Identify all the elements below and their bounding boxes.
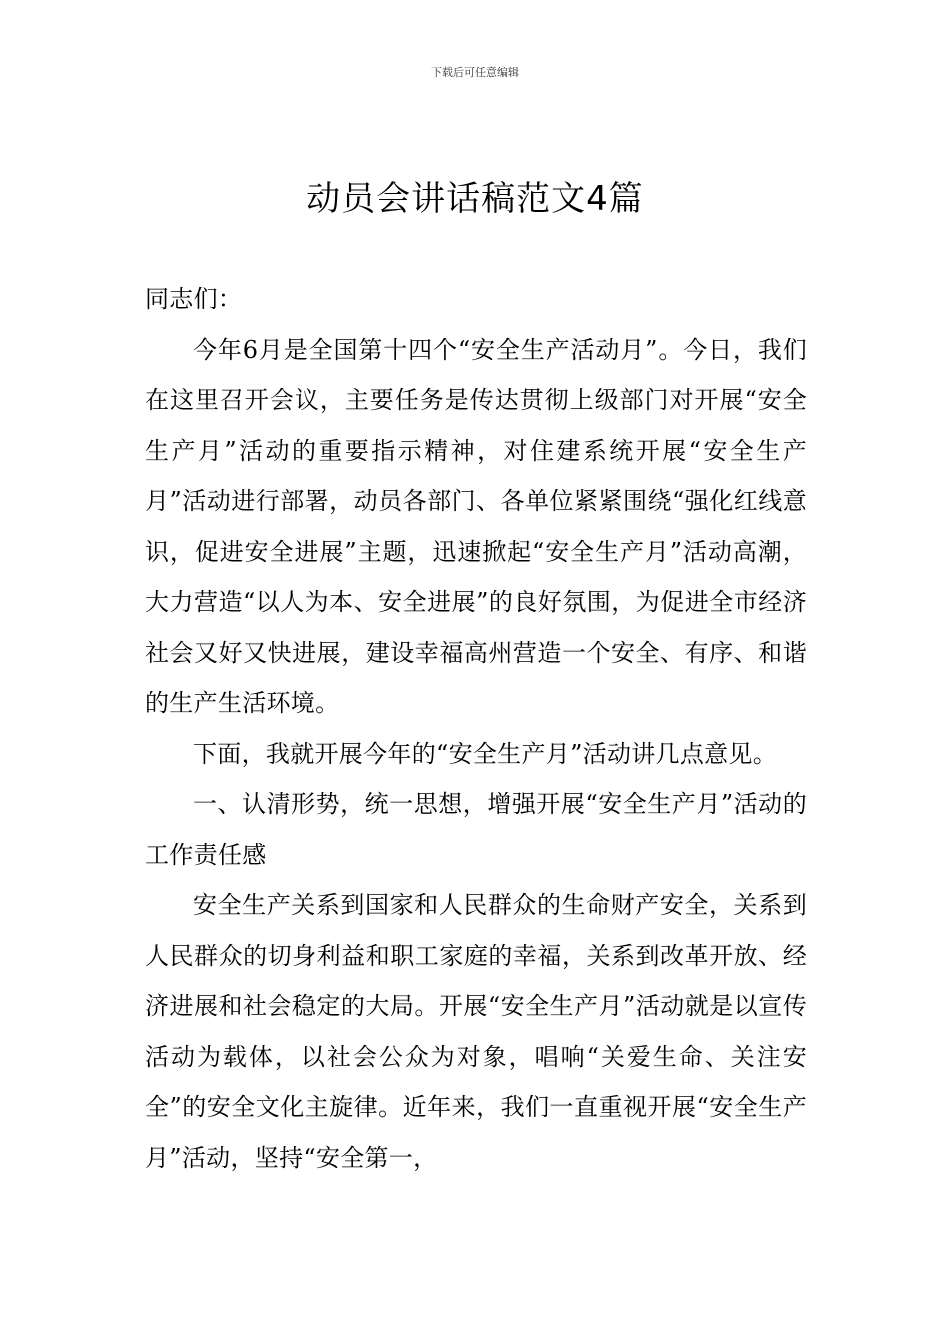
section-heading-1: 一、认清形势，统一思想，增强开展“安全生产月”活动的工作责任感 xyxy=(145,790,807,869)
paragraph-section-1: 安全生产关系到国家和人民群众的生命财产安全，关系到人民群众的切身利益和职工家庭的幸福，关系到改革开放、经济进展和社会稳定的大局。开展“安全生产月”活动就是以宣传活动为载体，以社会公众为对象，唱响“关爱生命、关注安全”的安全文化主旋律。近年来，我们一直重视开展“安全生产月”活动，坚持“安全第一， xyxy=(145,891,807,1172)
document-title: 动员会讲话稿范文4篇 xyxy=(306,179,644,219)
document-body xyxy=(145,274,807,1183)
paragraph-intro: 下面，我就开展今年的“安全生产月”活动讲几点意见。 xyxy=(193,739,778,768)
paragraph-opening: 今年6月是全国第十四个“安全生产活动月”。今日，我们在这里召开会议，主要任务是传达贯彻上级部门对开展“安全生产月”活动的重要指示精神，对住建系统开展“安全生产月”活动进行部署，动员各部门、各单位紧紧围绕“强化红线意识，促进安全进展”主题，迅速掀起“安全生产月”活动高潮，大力营造“以人为本、安全进展”的良好氛围，为促进全市经济社会又好又快进展，建设幸福高州营造一个安全、有序、和谐的生产生活环境。 xyxy=(145,335,807,717)
salutation: 同志们： xyxy=(145,285,243,313)
header-note: 下载后可任意编辑 xyxy=(431,66,519,79)
